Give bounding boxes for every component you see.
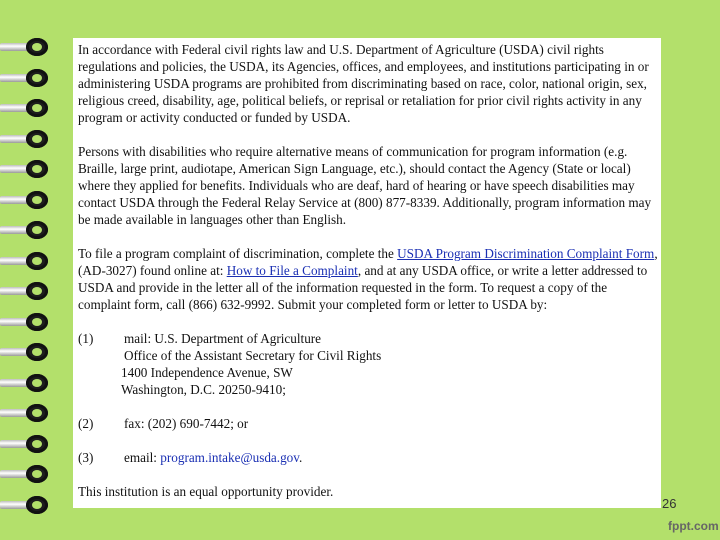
binding-ring (0, 282, 52, 300)
item-text: fax: (202) 690-7442; or (124, 416, 249, 431)
paragraph-complaint (78, 245, 658, 313)
complaint-text-b: , (AD-3027) found online at: (78, 246, 658, 278)
paragraph-disabilities: Persons with disabilities who require alternative means of communication for program information (e.g. Braille, large print, audiotape, American Sign Language, etc.), should contact the Agency (State or local) where they applied for benefits. Individuals who are deaf, hard of hearing or have speech disabilities may contact USDA through the Federal Relay Service at (800) 877-8339. Additionally, program information may be made available in languages other than English. (78, 144, 652, 227)
list-item-email (78, 449, 658, 466)
email-link[interactable]: program.intake@usda.gov (160, 450, 299, 465)
list-item-mail (78, 330, 658, 347)
item-number: (1) (78, 331, 94, 346)
item-number: (2) (78, 416, 94, 431)
document-page (73, 38, 661, 508)
binding-ring (0, 404, 52, 422)
binding-ring (0, 130, 52, 148)
binding-ring (0, 38, 52, 56)
closing-statement: This institution is an equal opportunity provider. (78, 484, 334, 499)
address-line: 1400 Independence Avenue, SW (121, 365, 293, 380)
complaint-form-link[interactable]: USDA Program Discrimination Complaint Form (397, 246, 655, 261)
binding-ring (0, 191, 52, 209)
binding-ring (0, 374, 52, 392)
binding-ring (0, 99, 52, 117)
list-item-fax (78, 415, 658, 432)
email-label: email: (124, 450, 161, 465)
binding-ring (0, 343, 52, 361)
binding-ring (0, 435, 52, 453)
binding-ring (0, 252, 52, 270)
binding-ring (0, 69, 52, 87)
email-period: . (299, 450, 303, 465)
binding-ring (0, 496, 52, 514)
item-text: mail: U.S. Department of Agriculture (124, 331, 322, 346)
complaint-text-c: , and at any USDA office, or write a letter addressed to USDA and provide in the letter all of the information requested in the form. To request a copy of the complaint form, call (866) 632-9992. Submit your completed form or letter to USDA by: (78, 263, 648, 312)
page-number: 26 (662, 496, 677, 511)
binding-ring (0, 160, 52, 178)
binding-ring (0, 221, 52, 239)
item-number: (3) (78, 450, 94, 465)
binding-ring (0, 465, 52, 483)
address-line: Washington, D.C. 20250-9410; (121, 382, 286, 397)
how-to-file-link[interactable]: How to File a Complaint (226, 263, 358, 278)
complaint-text-a: To file a program complaint of discrimination, complete the (78, 246, 398, 261)
spiral-binding (0, 0, 60, 540)
brand-logo: fppt.com (668, 519, 719, 533)
document-text (78, 41, 658, 517)
address-line: Office of the Assistant Secretary for Civil Rights (124, 348, 382, 363)
paragraph-civil-rights: In accordance with Federal civil rights law and U.S. Department of Agriculture (USDA) civil rights regulations and policies, the USDA, its Agencies, offices, and employees, and institutions participating in or administering USDA programs are prohibited from discriminating based on race, color, national origin, sex, religious creed, disability, age, political beliefs, or reprisal or retaliation for prior civil rights activity in any program or activity conducted or funded by USDA. (78, 42, 649, 125)
binding-ring (0, 313, 52, 331)
